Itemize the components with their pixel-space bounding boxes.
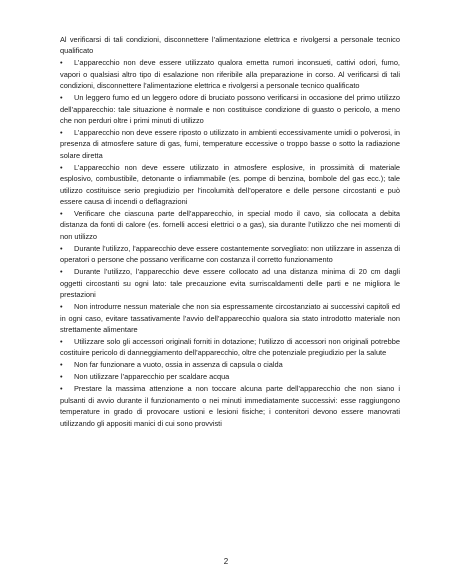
list-item-text: L’apparecchio non deve essere utilizzato qualora emetta rumori inconsueti, cattivi odori, fumo, vapori o qualsiasi altro tipo di esalazione non riferibile alla preparazione in corso. Al verificarsi di tali condizioni, disconnettere l’alimentazione elettrica e rivolgersi a personale tecnico qualificato (60, 58, 400, 91)
list-item-text: Non far funzionare a vuoto, ossia in assenza di capsula o cialda (74, 360, 283, 370)
bullet-icon: • (60, 128, 63, 138)
list-item (60, 127, 400, 161)
page-number: 2 (223, 557, 229, 566)
list-item (60, 266, 400, 300)
list-item (60, 371, 400, 382)
bullet-icon: • (60, 336, 63, 346)
list-item-text: Non introdurre nessun materiale che non sia espressamente circostanziato ai successivi capitoli ed in ogni caso, evitare tassativamente l’avvio dell’apparecchio qualora sia stato introdotto materiale non strettamente alimentare (60, 302, 400, 334)
list-item (60, 92, 400, 126)
safety-list (60, 57, 400, 429)
bullet-icon: • (60, 209, 63, 219)
list-item-text: Non utilizzare l’apparecchio per scaldare acqua (74, 372, 230, 382)
list-item-text: Durante l’utilizzo, l’apparecchio deve essere costantemente sorvegliato: non utilizzare in assenza di operatori o persone che possano verificarne con costanza il corretto funzionamento (60, 243, 400, 265)
list-item-text: Un leggero fumo ed un leggero odore di bruciato possono verificarsi in occasione del primo utilizzo dell’apparecchio: tale situazione è normale e non costituisce condizione di guasto o pericolo, a meno che non perduri oltre i primi minuti di utilizzo (60, 93, 400, 126)
bullet-icon: • (60, 58, 63, 68)
bullet-icon: • (60, 162, 63, 172)
bullet-icon: • (60, 243, 63, 253)
bullet-icon: • (60, 360, 63, 370)
list-item (60, 301, 400, 335)
list-item (60, 162, 400, 208)
list-item (60, 57, 400, 91)
document-body (60, 34, 400, 430)
bullet-icon: • (60, 372, 63, 382)
bullet-icon: • (60, 302, 63, 312)
bullet-icon: • (60, 267, 63, 277)
list-item (60, 336, 400, 359)
list-item (60, 383, 400, 429)
list-item-text: Prestare la massima attenzione a non toccare alcuna parte dell’apparecchio che non siano i pulsanti di avvio durante il funzionamento o nei minuti immediatamente successivi: esse raggiungono temperature in grado di provocare ustioni e lesioni fisiche; i contenitori devono essere manovrati utilizzando gli appositi manici di cui sono provvisti (60, 384, 400, 428)
bullet-icon: • (60, 384, 63, 394)
list-item (60, 359, 400, 370)
list-item-text: L’apparecchio non deve essere riposto o utilizzato in ambienti eccessivamente umidi o polverosi, in presenza di atmosfere sature di gas, fumi, temperature eccessive o troppo basse o sotto la radiazione solare diretta (60, 128, 400, 160)
list-item (60, 243, 400, 266)
list-item-text: L’apparecchio non deve essere utilizzato in atmosfere esplosive, in prossimità di materiale esplosivo, combustibile, detonante o infiammabile (es. pompe di benzina, bombole del gas ecc.); tale utilizzo costituisce serio pregiudizio per l’incolumità dell’operatore e delle persone circostanti e può essere causa di incendi o deflagrazioni (60, 162, 400, 207)
list-item-text: Verificare che ciascuna parte dell’apparecchio, in special modo il cavo, sia collocata a debita distanza da fonti di calore (es. fornelli accesi elettrici o a gas), sia durante l’utilizzo che nei momenti di non utilizzo (60, 209, 400, 241)
list-item (60, 208, 400, 242)
list-item-text: Durante l’utilizzo, l’apparecchio deve essere collocato ad una distanza minima di 20 cm dagli oggetti circostanti su ogni lato: tale precauzione evita surriscaldamenti delle parti e ne migliora le prestazioni (60, 267, 400, 300)
bullet-icon: • (60, 93, 63, 103)
intro-paragraph: Al verificarsi di tali condizioni, disconnettere l’alimentazione elettrica e rivolgersi a personale tecnico qualificato (60, 35, 400, 56)
list-item-text: Utilizzare solo gli accessori originali forniti in dotazione; l’utilizzo di accessori non originali potrebbe costituire pericolo di danneggiamento dell’apparecchio, oltre che potenziale pregiudizio per la salute (60, 336, 400, 358)
